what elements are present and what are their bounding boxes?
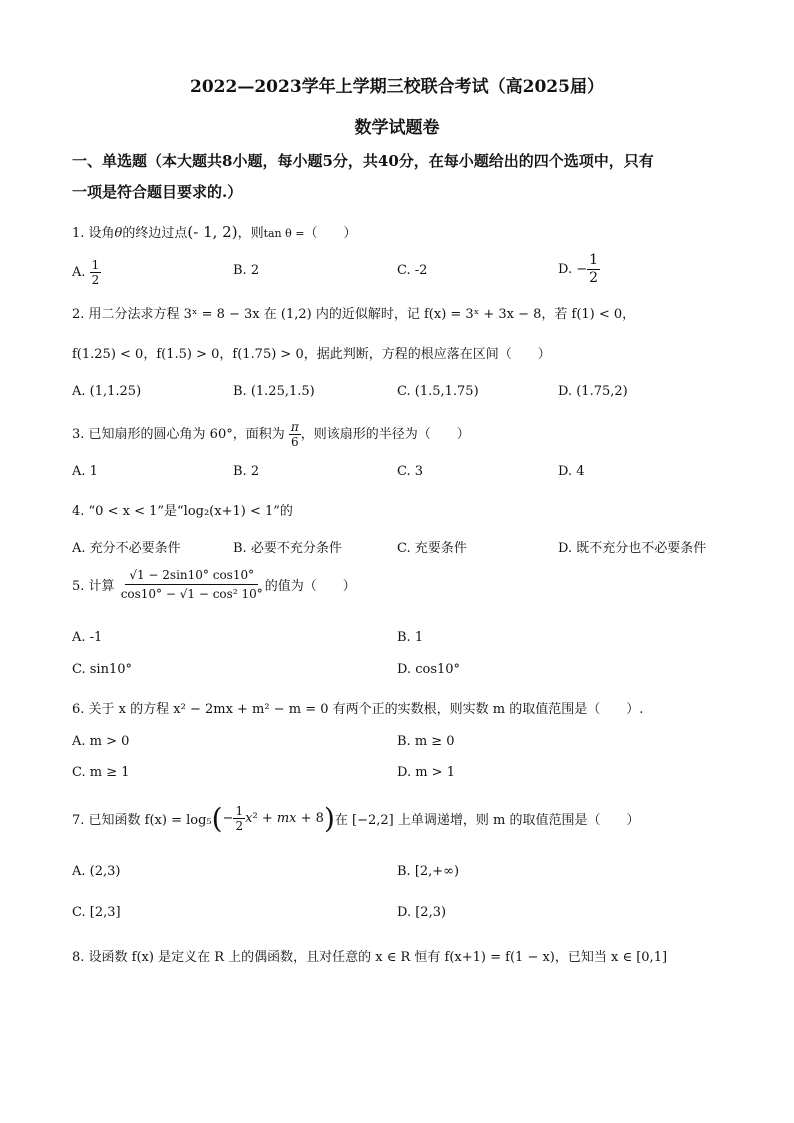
question-1 xyxy=(72,222,357,241)
q6-option-a: A. m > 0 xyxy=(72,734,130,749)
fraction-one-half: $\frac{1}{2}$ xyxy=(235,804,244,833)
q3-option-d: D. 4 xyxy=(558,464,585,479)
q7-option-d: D. [2,3) xyxy=(397,905,447,920)
q3-option-c: C. 3 xyxy=(397,464,424,479)
theta-symbol: θ xyxy=(114,226,123,241)
question-2-line2: f(1.25) < 0，f(1.5) > 0，f(1.75) > 0，据此判断，方程的根应落在区间（ ） xyxy=(72,347,551,362)
q4-option-b: B. 必要不充分条件 xyxy=(233,541,342,556)
q1-option-b: B. 2 xyxy=(233,263,260,278)
q5-option-c: C. sin10° xyxy=(72,662,132,677)
q1-tan: tan θ = xyxy=(263,227,305,240)
fraction-one-half: $\frac{1}{2}$ xyxy=(589,252,599,286)
exam-subtitle: 数学试题卷 xyxy=(354,118,440,138)
q4-option-a: A. 充分不必要条件 xyxy=(72,541,181,556)
q6-option-c: C. m ≥ 1 xyxy=(72,765,130,780)
q3-prefix: 3. 已知扇形的圆心角为 60°，面积为 xyxy=(72,427,285,442)
fraction-one-half: $\frac{1}{2}$ xyxy=(91,258,100,287)
section-heading-line1: 一、单选题（本大题共8小题，每小题5分，共40分，在每小题给出的四个选项中，只有 xyxy=(72,152,654,170)
q4-option-c: C. 充要条件 xyxy=(397,541,467,556)
q5-option-d: D. cos10° xyxy=(397,662,461,677)
question-8: 8. 设函数 f(x) 是定义在 R 上的偶函数，且对任意的 x ∈ R 恒有 f(x+1) = f(1 − x)，已知当 x ∈ [0,1] xyxy=(72,950,668,965)
section-heading-line2: 一项是符合题目要求的.） xyxy=(72,183,243,201)
q5-tail: 的值为（ ） xyxy=(264,579,356,594)
q1-option-d: D. − $\frac{1}{2}$ xyxy=(558,252,599,286)
q2-option-c: C. (1.5,1.75) xyxy=(397,384,479,399)
q2-option-a: A. (1,1.25) xyxy=(72,384,142,399)
question-6: 6. 关于 x 的方程 x² − 2mx + m² − m = 0 有两个正的实数根，则实数 m 的取值范围是（ ）. xyxy=(72,702,644,717)
q4-option-d: D. 既不充分也不必要条件 xyxy=(558,541,707,556)
q5-option-b: B. 1 xyxy=(397,630,424,645)
fraction-expression xyxy=(119,566,265,603)
q7-option-c: C. [2,3] xyxy=(72,905,121,920)
q3-option-a: A. 1 xyxy=(72,464,98,479)
exam-title: 2022—2023学年上学期三校联合考试（高2025届） xyxy=(190,77,604,97)
q5-denominator: cos10° − √1 − cos² 10° xyxy=(120,587,263,601)
q7-tail: 在 [−2,2] 上单调递增，则 m 的取值范围是（ ） xyxy=(334,813,640,828)
q1-option-c: C. -2 xyxy=(397,263,428,278)
question-3 xyxy=(72,420,470,449)
q7-option-b: B. [2,+∞) xyxy=(397,864,460,879)
question-4: 4. “0 < x < 1”是“log₂(x+1) < 1”的 xyxy=(72,504,293,519)
q1-mid: 的终边过点 xyxy=(122,226,188,241)
q2-option-d: D. (1.75,2) xyxy=(558,384,628,399)
q5-prefix: 5. 计算 xyxy=(72,579,115,594)
q1-point: (- 1, 2) xyxy=(187,223,238,241)
q1-tail: ，则 xyxy=(237,226,264,241)
q1-paren: （ ） xyxy=(304,226,357,241)
q3-option-b: B. 2 xyxy=(233,464,260,479)
q1-option-a: A. $\frac{1}{2}$ xyxy=(72,258,100,287)
question-5 xyxy=(72,566,356,603)
q3-tail: ，则该扇形的半径为（ ） xyxy=(300,427,470,442)
q5-option-a: A. -1 xyxy=(72,630,103,645)
question-7: 7. 已知函数 f(x) = log₅(− $\frac{1}{2}$ x² + mx + 8)在 [−2,2] 上单调递增，则 m 的取值范围是（ ） xyxy=(72,802,640,835)
q2-option-b: B. (1.25,1.5) xyxy=(233,384,315,399)
q7-option-a: A. (2,3) xyxy=(72,864,121,879)
fraction-pi-over-6: $\frac{\pi}{6}$ xyxy=(290,420,299,449)
q7-prefix: 7. 已知函数 f(x) = log₅ xyxy=(72,813,212,828)
question-2-line1: 2. 用二分法求方程 3ˣ = 8 − 3x 在 (1,2) 内的近似解时，记 f(x) = 3ˣ + 3x − 8，若 f(1) < 0， xyxy=(72,307,636,322)
q1-prefix: 1. 设角 xyxy=(72,226,115,241)
q6-option-b: B. m ≥ 0 xyxy=(397,734,455,749)
q6-option-d: D. m > 1 xyxy=(397,765,455,780)
q5-numerator: √1 − 2sin10° cos10° xyxy=(125,566,258,585)
